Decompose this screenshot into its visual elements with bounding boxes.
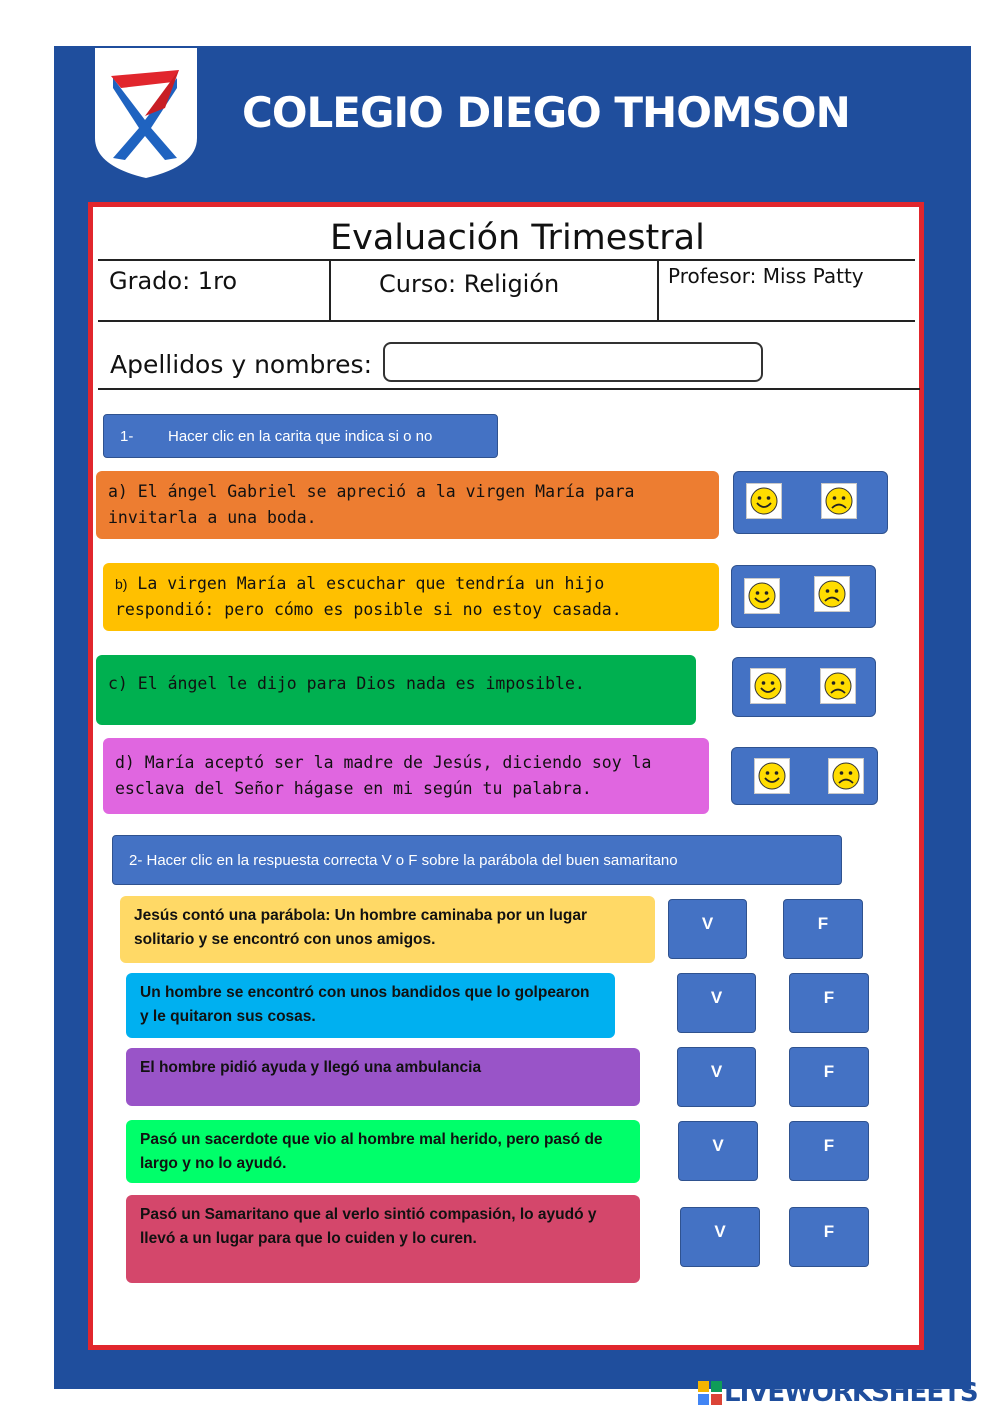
name-input[interactable] <box>383 342 763 382</box>
question-c: c) El ángel le dijo para Dios nada es imposible. <box>96 655 696 725</box>
statement-5: Pasó un Samaritano que al verlo sintió compasión, lo ayudó y llevó a un lugar para que lo cuiden y lo curen. <box>126 1195 640 1283</box>
name-row-divider <box>98 388 920 390</box>
header-column-divider <box>657 260 659 320</box>
true-button[interactable]: V <box>678 1121 758 1181</box>
statement-3: El hombre pidió ayuda y llegó una ambulancia <box>126 1048 640 1106</box>
false-button[interactable]: F <box>789 1207 869 1267</box>
false-button[interactable]: F <box>789 1047 869 1107</box>
statement-4: Pasó un sacerdote que vio al hombre mal herido, pero pasó de largo y no lo ayudó. <box>126 1120 640 1183</box>
statement-2: Un hombre se encontró con unos bandidos que lo golpearon y le quitaron sus cosas. <box>126 973 615 1038</box>
brand-text: LIVEWORKSHEETS <box>724 1378 978 1408</box>
false-button[interactable]: F <box>789 973 869 1033</box>
school-name: COLEGIO DIEGO THOMSON <box>242 88 850 137</box>
false-button[interactable]: F <box>783 899 863 959</box>
answer-box-a <box>733 471 888 534</box>
sad-face-icon[interactable] <box>814 576 850 612</box>
header-divider <box>98 320 915 322</box>
instruction-1 <box>103 414 498 458</box>
header-column-divider <box>329 260 331 320</box>
question-b-prefix: b) <box>115 576 128 592</box>
header-divider <box>98 259 915 261</box>
grade-label: Grado: 1ro <box>109 267 238 295</box>
liveworksheets-logo <box>698 1378 978 1408</box>
question-d: d) María aceptó ser la madre de Jesús, diciendo soy la esclava del Señor hágase en mi según tu palabra. <box>103 738 709 814</box>
true-button[interactable]: V <box>677 973 756 1033</box>
question-a: a) El ángel Gabriel se apreció a la virgen María para invitarla a una boda. <box>96 471 719 539</box>
question-b <box>103 563 719 631</box>
happy-face-icon[interactable] <box>754 758 790 794</box>
course-label: Curso: Religión <box>379 270 560 298</box>
instruction-number: 1- <box>120 427 134 445</box>
true-button[interactable]: V <box>680 1207 760 1267</box>
answer-box-b <box>731 565 876 628</box>
sad-face-icon[interactable] <box>828 758 864 794</box>
true-button[interactable]: V <box>668 899 747 959</box>
page-title: Evaluación Trimestral <box>330 218 705 258</box>
answer-box-c <box>732 657 876 717</box>
answer-box-d <box>731 747 878 805</box>
sad-face-icon[interactable] <box>820 668 856 704</box>
school-logo <box>95 48 197 178</box>
true-button[interactable]: V <box>677 1047 756 1107</box>
happy-face-icon[interactable] <box>750 668 786 704</box>
false-button[interactable]: F <box>789 1121 869 1181</box>
sad-face-icon[interactable] <box>821 483 857 519</box>
liveworksheets-icon <box>698 1381 722 1405</box>
happy-face-icon[interactable] <box>746 483 782 519</box>
statement-1: Jesús contó una parábola: Un hombre caminaba por un lugar solitario y se encontró con unos amigos. <box>120 896 655 963</box>
happy-face-icon[interactable] <box>744 578 780 614</box>
instruction-2: 2- Hacer clic en la respuesta correcta V o F sobre la parábola del buen samaritano <box>112 835 842 885</box>
instruction-text: Hacer clic en la carita que indica si o no <box>168 427 433 445</box>
teacher-label: Profesor: Miss Patty <box>668 264 864 288</box>
name-label: Apellidos y nombres: <box>110 350 372 379</box>
question-b-text: La virgen María al escuchar que tendría un hijo respondió: pero cómo es posible si no estoy casada. <box>115 574 622 619</box>
